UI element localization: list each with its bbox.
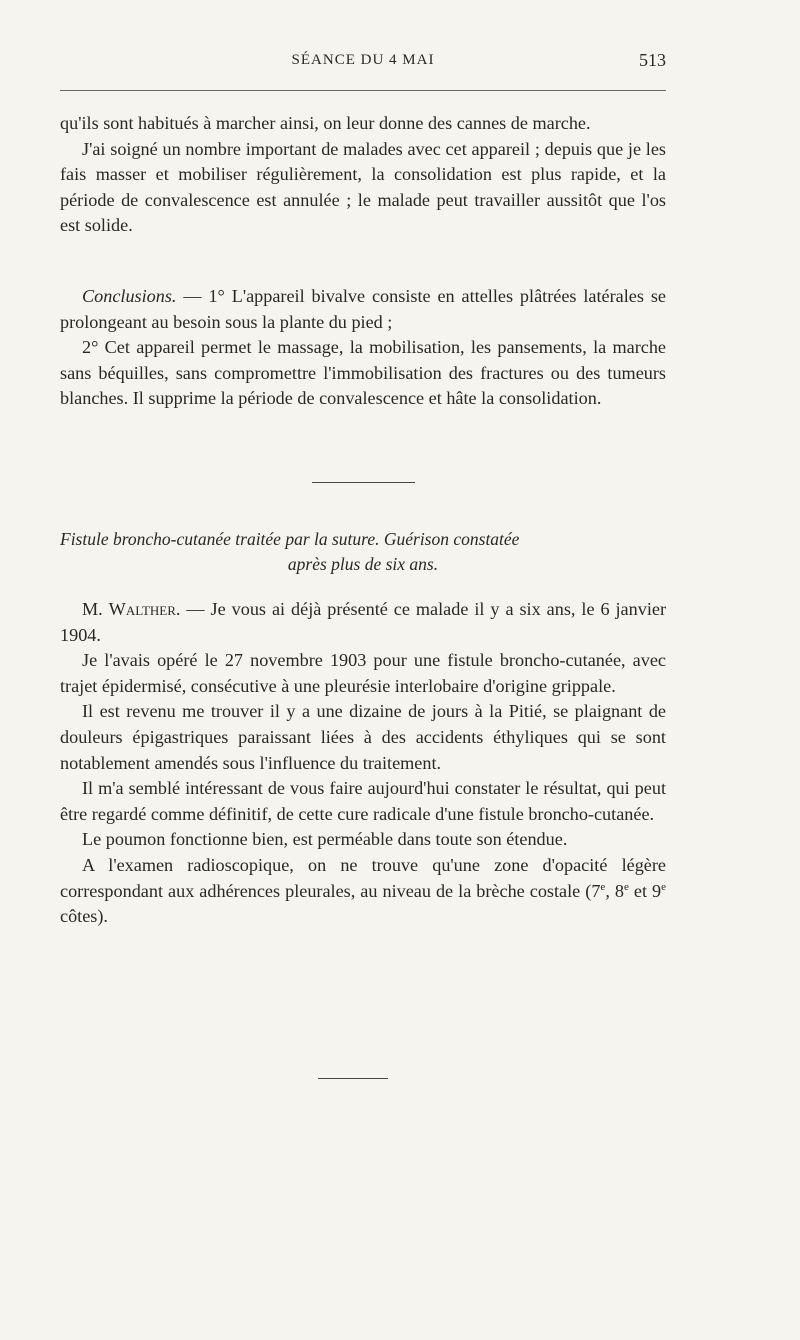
conclusions-block xyxy=(60,284,666,412)
paragraph: Le poumon fonctionne bien, est perméable dans toute son étendue. xyxy=(82,829,568,850)
ordinal-suffix: e xyxy=(623,880,629,893)
author-name: Walther xyxy=(108,599,176,619)
conclusions-label: Conclusions. xyxy=(82,286,177,306)
paragraph xyxy=(60,597,666,648)
article-title xyxy=(60,527,666,577)
paragraph: 2° Cet appareil permet le massage, la mobilisation, les pansements, la marche sans béquilles, sans compromettre l'immobilisation des fractures ou des tumeurs blanches. Il supprime la période de convalescence et hâte la consolidation. xyxy=(60,337,666,409)
running-header xyxy=(60,50,666,74)
document-page xyxy=(60,0,666,1340)
paragraph xyxy=(60,853,666,930)
paragraph: J'ai soigné un nombre important de malades avec cet appareil ; depuis que je les fais masser et mobiliser régulièrement, la consolidation est plus rapide, et la période de convalescence est annulée ; le malade peut travailler aussitôt que l'os est solide. xyxy=(60,138,666,236)
paragraph: Il est revenu me trouver il y a une dizaine de jours à la Pitié, se plaignant de douleurs épigastriques paraissant liées à des accidents éthyliques qui se sont notablement amendés sous l'influence du traitement. xyxy=(60,701,666,773)
conclusions-text: — 1° L'appareil bivalve consiste en attelles plâtrées latérales se prolongeant au besoin sous la plante du pied ; xyxy=(60,286,666,332)
article-title-line: Fistule broncho-cutanée traitée par la suture. Guérison constatée xyxy=(60,529,520,549)
paragraph-text: et 9 xyxy=(628,880,662,901)
section-separator xyxy=(318,1078,388,1079)
text-block-continuation xyxy=(60,111,666,239)
ordinal-suffix: e xyxy=(600,880,606,893)
header-rule xyxy=(60,90,666,91)
paragraph-text: . — Je vous ai déjà présenté ce malade il y a six ans, le 6 janvier 1904. xyxy=(60,599,666,645)
section-separator xyxy=(312,482,415,483)
article-title-line: après plus de six ans. xyxy=(287,554,439,574)
paragraph: Il m'a semblé intéressant de vous faire aujourd'hui constater le résultat, qui peut être regardé comme définitif, de cette cure radicale d'une fistule broncho-cutanée. xyxy=(60,778,666,824)
paragraph: qu'ils sont habitués à marcher ainsi, on leur donne des cannes de marche. xyxy=(60,113,591,133)
paragraph-text: , 8 xyxy=(605,880,624,901)
author-prefix: M. xyxy=(82,599,109,619)
page-number: 513 xyxy=(639,50,666,70)
running-title: SÉANCE DU 4 MAI xyxy=(291,52,435,68)
conclusions-paragraph xyxy=(60,284,666,335)
ordinal-suffix: e xyxy=(661,880,666,893)
article-body xyxy=(60,597,666,930)
paragraph-text: côtes). xyxy=(60,906,108,927)
paragraph: Je l'avais opéré le 27 novembre 1903 pour une fistule broncho-cutanée, avec trajet épidermisé, consécutive à une pleurésie interlobaire d'origine grippale. xyxy=(60,650,666,696)
paragraph-text: A l'examen radioscopique, on ne trouve qu'une zone d'opacité légère correspondant aux adhérences pleurales, au niveau de la brèche costale (7 xyxy=(60,854,666,901)
